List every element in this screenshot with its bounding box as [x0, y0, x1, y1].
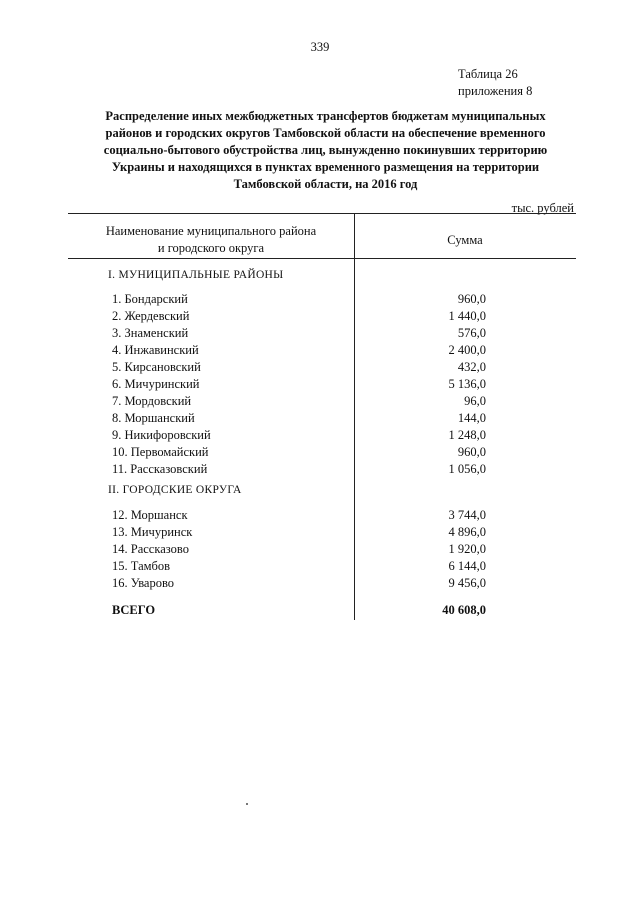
- column-header-name-line: и городского округа: [157, 241, 265, 255]
- table-row-value: 3 744,0: [448, 508, 486, 522]
- column-header-name: [68, 223, 354, 257]
- title-line: районов и городских округов Тамбовской области на обеспечение временного: [105, 126, 546, 140]
- distribution-table: [68, 213, 576, 620]
- table-row-name: 14. Рассказово: [112, 542, 189, 556]
- table-row-value: 1 056,0: [448, 462, 486, 476]
- title-line: социально-бытового обустройства лиц, вынужденно покинувших территорию: [103, 143, 548, 157]
- table-row-name: 5. Кирсановский: [112, 360, 201, 374]
- title-line: Распределение иных межбюджетных трансфертов бюджетам муниципальных: [105, 109, 546, 123]
- table-reference-line: Таблица 26: [458, 67, 518, 81]
- section-title: II. ГОРОДСКИЕ ОКРУГА: [108, 484, 242, 496]
- total-label: ВСЕГО: [112, 603, 156, 617]
- column-header-name-line: Наименование муниципального района: [105, 224, 317, 238]
- table-row-name: 8. Моршанский: [112, 411, 195, 425]
- section-title: I. МУНИЦИПАЛЬНЫЕ РАЙОНЫ: [108, 269, 284, 281]
- table-row-name: 2. Жердевский: [112, 309, 190, 323]
- table-row-name: 3. Знаменский: [112, 326, 189, 340]
- document-title: [88, 108, 563, 193]
- table-top-border: [68, 213, 576, 214]
- table-row-name: 16. Уварово: [112, 576, 175, 590]
- table-row-value: 576,0: [457, 326, 486, 340]
- table-row-value: 2 400,0: [448, 343, 486, 357]
- table-row-value: 5 136,0: [448, 377, 486, 391]
- table-row-value: 432,0: [457, 360, 486, 374]
- table-reference: [458, 66, 532, 100]
- table-row-value: 144,0: [457, 411, 486, 425]
- table-row-value: 1 248,0: [448, 428, 486, 442]
- table-row-name: 10. Первомайский: [112, 445, 209, 459]
- header-bottom-border: [68, 258, 576, 259]
- table-row-name: 11. Рассказовский: [112, 462, 208, 476]
- table-row-name: 12. Моршанск: [112, 508, 188, 522]
- table-row-name: 1. Бондарский: [112, 292, 188, 306]
- table-row-value: 960,0: [457, 445, 486, 459]
- page-number: 339: [310, 40, 330, 54]
- table-row-value: 1 920,0: [448, 542, 486, 556]
- table-row-name: 7. Мордовский: [112, 394, 192, 408]
- table-row-name: 9. Никифоровский: [112, 428, 211, 442]
- table-reference-line: приложения 8: [458, 84, 533, 98]
- total-value: 40 608,0: [442, 603, 486, 617]
- column-header-sum: Сумма: [447, 233, 483, 247]
- table-row-name: 6. Мичуринский: [112, 377, 200, 391]
- table-row-name: 15. Тамбов: [112, 559, 171, 573]
- table-row-name: 4. Инжавинский: [112, 343, 199, 357]
- table-row-value: 6 144,0: [448, 559, 486, 573]
- title-line: Тамбовской области, на 2016 год: [233, 177, 418, 191]
- table-row-value: 960,0: [457, 292, 486, 306]
- scan-artifact: [246, 803, 248, 805]
- table-row-value: 1 440,0: [448, 309, 486, 323]
- table-row-value: 9 456,0: [448, 576, 486, 590]
- table-row-value: 96,0: [464, 394, 486, 408]
- units-label: тыс. рублей: [511, 201, 574, 215]
- table-row-name: 13. Мичуринск: [112, 525, 193, 539]
- table-row-value: 4 896,0: [448, 525, 486, 539]
- title-line: Украины и находящихся в пунктах временного размещения на территории: [111, 160, 540, 174]
